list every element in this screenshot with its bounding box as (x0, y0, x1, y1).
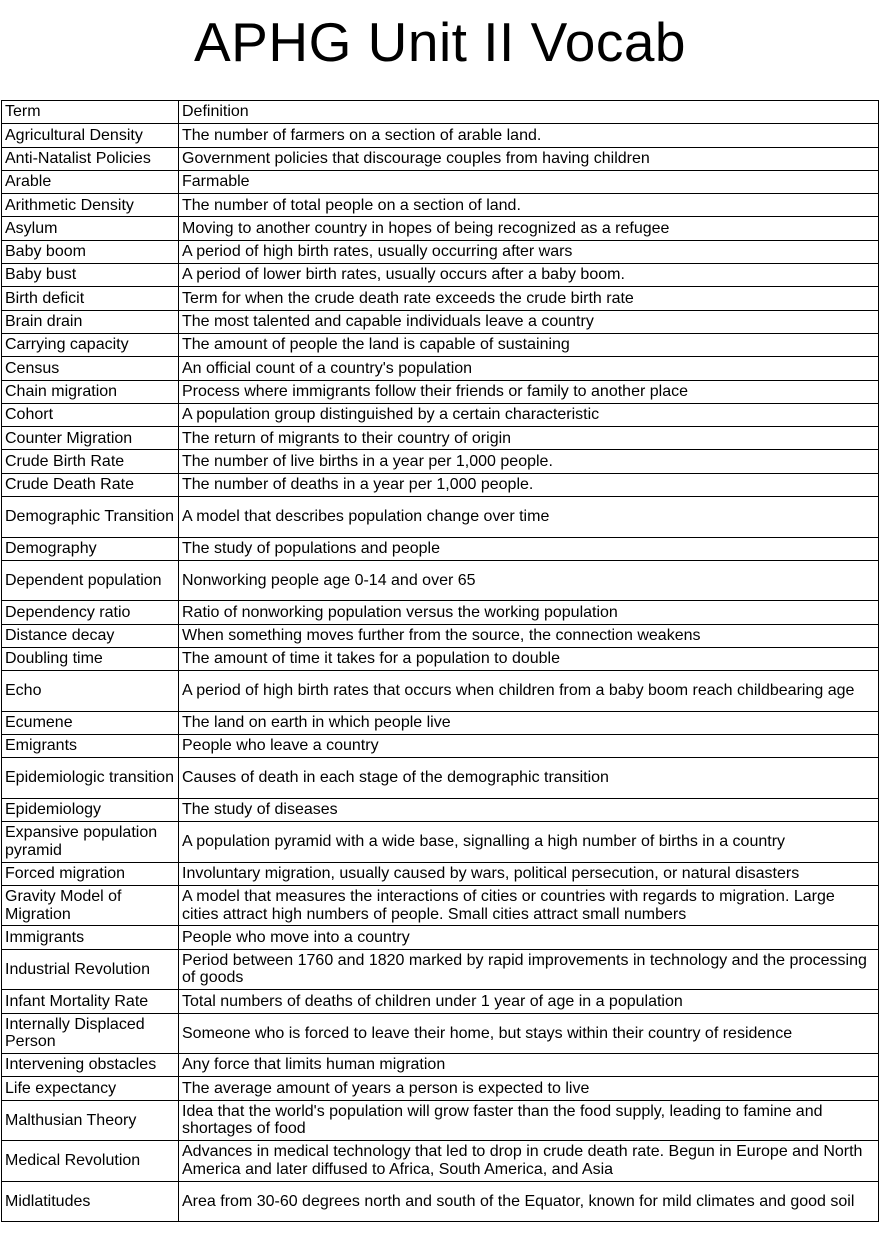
table-row (2, 380, 879, 403)
term-cell: Birth deficit (2, 287, 179, 310)
table-row (2, 147, 879, 170)
term-cell: Internally Displaced Person (2, 1013, 179, 1054)
definition-cell: When something moves further from the source, the connection weakens (179, 624, 879, 647)
table-row (2, 647, 879, 670)
definition-cell: The amount of people the land is capable of sustaining (179, 333, 879, 356)
term-cell: Distance decay (2, 624, 179, 647)
term-cell: Ecumene (2, 711, 179, 734)
table-row (2, 537, 879, 560)
term-cell: Life expectancy (2, 1077, 179, 1100)
table-row (2, 990, 879, 1013)
table-row (2, 822, 879, 863)
table-row (2, 1054, 879, 1077)
definition-cell: Nonworking people age 0-14 and over 65 (179, 560, 879, 601)
table-row (2, 711, 879, 734)
definition-cell: The study of populations and people (179, 537, 879, 560)
definition-cell: People who move into a country (179, 926, 879, 949)
definition-cell: A period of lower birth rates, usually occurs after a baby boom. (179, 264, 879, 287)
definition-cell: Moving to another country in hopes of being recognized as a refugee (179, 217, 879, 240)
table-row (2, 240, 879, 263)
table-header-row (2, 101, 879, 124)
term-cell: Emigrants (2, 735, 179, 758)
table-row (2, 1181, 879, 1222)
table-row (2, 601, 879, 624)
definition-cell: The study of diseases (179, 798, 879, 821)
definition-cell: The number of total people on a section of land. (179, 194, 879, 217)
definition-cell: Any force that limits human migration (179, 1054, 879, 1077)
table-row (2, 124, 879, 147)
term-cell: Infant Mortality Rate (2, 990, 179, 1013)
term-cell: Industrial Revolution (2, 949, 179, 990)
definition-cell: Period between 1760 and 1820 marked by rapid improvements in technology and the processing of goods (179, 949, 879, 990)
term-cell: Demographic Transition (2, 497, 179, 538)
definition-cell: Farmable (179, 170, 879, 193)
table-row (2, 885, 879, 926)
term-cell: Baby boom (2, 240, 179, 263)
term-cell: Echo (2, 671, 179, 712)
term-cell: Arithmetic Density (2, 194, 179, 217)
table-row (2, 1077, 879, 1100)
definition-cell: The land on earth in which people live (179, 711, 879, 734)
definition-cell: The average amount of years a person is expected to live (179, 1077, 879, 1100)
definition-cell: A period of high birth rates, usually occurring after wars (179, 240, 879, 263)
definition-cell: Advances in medical technology that led to drop in crude death rate. Begun in Europe and North America and later diffused to Africa, South America, and Asia (179, 1141, 879, 1182)
term-cell: Gravity Model of Migration (2, 885, 179, 926)
definition-cell: The number of live births in a year per 1,000 people. (179, 450, 879, 473)
definition-cell: A model that measures the interactions of cities or countries with regards to migration. Large cities attract high numbers of people. Small cities attract small numbers (179, 885, 879, 926)
definition-cell: Process where immigrants follow their friends or family to another place (179, 380, 879, 403)
term-cell: Intervening obstacles (2, 1054, 179, 1077)
definition-cell: The number of farmers on a section of arable land. (179, 124, 879, 147)
term-cell: Cohort (2, 403, 179, 426)
term-cell: Dependent population (2, 560, 179, 601)
table-row (2, 798, 879, 821)
table-row (2, 450, 879, 473)
table-row (2, 264, 879, 287)
definition-cell: The most talented and capable individuals leave a country (179, 310, 879, 333)
table-row (2, 194, 879, 217)
vocab-table (1, 100, 879, 1222)
table-row (2, 473, 879, 496)
table-row (2, 949, 879, 990)
definition-cell: Someone who is forced to leave their home, but stays within their country of residence (179, 1013, 879, 1054)
table-row (2, 1100, 879, 1141)
term-cell: Epidemiologic transition (2, 758, 179, 799)
definition-cell: Government policies that discourage couples from having children (179, 147, 879, 170)
table-row (2, 497, 879, 538)
definition-cell: People who leave a country (179, 735, 879, 758)
term-cell: Counter Migration (2, 427, 179, 450)
table-row (2, 862, 879, 885)
table-row (2, 357, 879, 380)
term-cell: Dependency ratio (2, 601, 179, 624)
term-cell: Demography (2, 537, 179, 560)
table-row (2, 427, 879, 450)
table-row (2, 310, 879, 333)
definition-cell: Ratio of nonworking population versus the working population (179, 601, 879, 624)
term-cell: Doubling time (2, 647, 179, 670)
definition-cell: Causes of death in each stage of the demographic transition (179, 758, 879, 799)
term-cell: Arable (2, 170, 179, 193)
definition-cell: An official count of a country's population (179, 357, 879, 380)
term-cell: Immigrants (2, 926, 179, 949)
page-title: APHG Unit II Vocab (194, 11, 686, 73)
term-cell: Brain drain (2, 310, 179, 333)
header-term: Term (2, 101, 179, 124)
table-row (2, 926, 879, 949)
term-cell: Forced migration (2, 862, 179, 885)
definition-cell: Idea that the world's population will grow faster than the food supply, leading to famine and shortages of food (179, 1100, 879, 1141)
term-cell: Crude Death Rate (2, 473, 179, 496)
term-cell: Census (2, 357, 179, 380)
definition-cell: Area from 30-60 degrees north and south of the Equator, known for mild climates and good soil (179, 1181, 879, 1222)
table-row (2, 1013, 879, 1054)
definition-cell: Involuntary migration, usually caused by wars, political persecution, or natural disasters (179, 862, 879, 885)
term-cell: Medical Revolution (2, 1141, 179, 1182)
table-row (2, 170, 879, 193)
term-cell: Midlatitudes (2, 1181, 179, 1222)
definition-cell: A population group distinguished by a certain characteristic (179, 403, 879, 426)
term-cell: Chain migration (2, 380, 179, 403)
vocab-table-body (2, 101, 879, 1222)
definition-cell: A period of high birth rates that occurs when children from a baby boom reach childbearing age (179, 671, 879, 712)
definition-cell: The amount of time it takes for a population to double (179, 647, 879, 670)
table-row (2, 333, 879, 356)
definition-cell: A population pyramid with a wide base, signalling a high number of births in a country (179, 822, 879, 863)
table-row (2, 624, 879, 647)
table-row (2, 1141, 879, 1182)
table-row (2, 758, 879, 799)
definition-cell: Term for when the crude death rate exceeds the crude birth rate (179, 287, 879, 310)
definition-cell: A model that describes population change over time (179, 497, 879, 538)
definition-cell: Total numbers of deaths of children under 1 year of age in a population (179, 990, 879, 1013)
table-row (2, 735, 879, 758)
term-cell: Epidemiology (2, 798, 179, 821)
term-cell: Baby bust (2, 264, 179, 287)
table-row (2, 287, 879, 310)
table-row (2, 671, 879, 712)
term-cell: Malthusian Theory (2, 1100, 179, 1141)
term-cell: Agricultural Density (2, 124, 179, 147)
term-cell: Expansive population pyramid (2, 822, 179, 863)
definition-cell: The return of migrants to their country of origin (179, 427, 879, 450)
table-row (2, 560, 879, 601)
definition-cell: The number of deaths in a year per 1,000 people. (179, 473, 879, 496)
term-cell: Anti-Natalist Policies (2, 147, 179, 170)
header-definition: Definition (179, 101, 879, 124)
term-cell: Carrying capacity (2, 333, 179, 356)
term-cell: Asylum (2, 217, 179, 240)
table-row (2, 403, 879, 426)
table-row (2, 217, 879, 240)
term-cell: Crude Birth Rate (2, 450, 179, 473)
